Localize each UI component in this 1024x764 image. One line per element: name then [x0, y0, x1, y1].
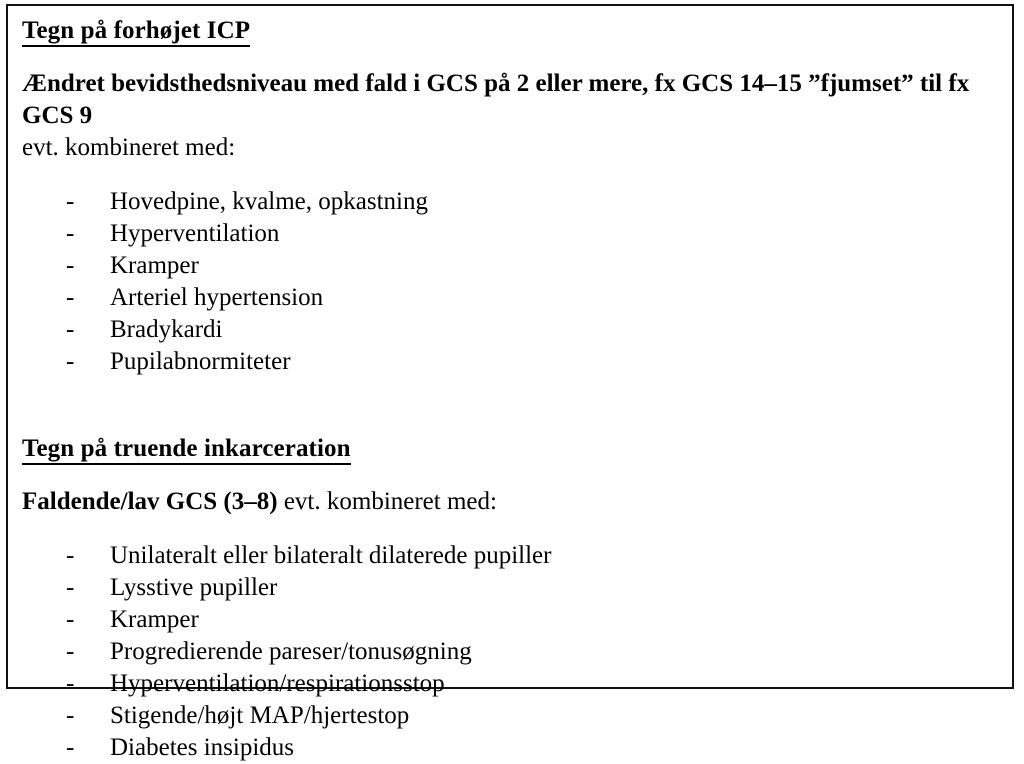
list-item-label: Bradykardi [110, 316, 223, 343]
section-heading-inkarceration [22, 434, 998, 464]
list-item [22, 250, 998, 282]
section-heading-icp-text: Tegn på forhøjet ICP [22, 17, 250, 47]
lead-paragraph-inkarceration [22, 486, 998, 518]
list-item-label: Hyperventilation/respirationsstop [110, 670, 445, 697]
section-heading-inkarceration-text: Tegn på truende inkarceration [22, 435, 351, 465]
spacer-before-list-1 [22, 164, 998, 186]
spacer-after-heading-2 [22, 464, 998, 486]
list-item [22, 314, 998, 346]
list-item [22, 668, 998, 700]
list-item-label: Lysstive pupiller [110, 574, 278, 601]
symptom-list-inkarceration [22, 540, 998, 764]
lead-paragraph-inkarceration-strong: Faldende/lav GCS (3–8) [22, 488, 278, 515]
list-item [22, 540, 998, 572]
list-item [22, 282, 998, 314]
list-item [22, 636, 998, 668]
dash-bullet-icon: - [66, 638, 75, 665]
list-item-label: Hyperventilation [110, 220, 280, 247]
list-item [22, 572, 998, 604]
dash-bullet-icon: - [66, 542, 75, 569]
list-item-label: Progredierende pareser/tonusøgning [110, 638, 472, 665]
list-item-label: Hovedpine, kvalme, opkastning [110, 188, 428, 215]
dash-bullet-icon: - [66, 702, 75, 729]
section-heading-icp [22, 16, 998, 46]
document-body [22, 16, 998, 764]
dash-bullet-icon: - [66, 574, 75, 601]
dash-bullet-icon: - [66, 670, 75, 697]
list-item [22, 700, 998, 732]
dash-bullet-icon: - [66, 606, 75, 633]
symptom-list-icp [22, 186, 998, 378]
lead-paragraph-icp-strong: Ændret bevidsthedsniveau med fald i GCS på 2 eller mere, fx GCS 14–15 ”fjumset” til fx GCS 9 [22, 70, 970, 129]
spacer-between-sections [22, 378, 998, 434]
list-item-label: Unilateralt eller bilateralt dilaterede pupiller [110, 542, 552, 569]
list-item-label: Kramper [110, 606, 199, 633]
lead-paragraph-icp-normal: evt. kombineret med: [22, 134, 236, 161]
list-item [22, 218, 998, 250]
list-item-label: Diabetes insipidus [110, 734, 295, 761]
list-item-label: Arteriel hypertension [110, 284, 324, 311]
dash-bullet-icon: - [66, 220, 75, 247]
lead-paragraph-inkarceration-normal: evt. kombineret med: [277, 488, 497, 515]
list-item [22, 732, 998, 764]
spacer-after-heading-1 [22, 46, 998, 68]
document-frame [6, 4, 1014, 761]
dash-bullet-icon: - [66, 284, 75, 311]
list-item-label: Stigende/højt MAP/hjertestop [110, 702, 410, 729]
list-item [22, 186, 998, 218]
dash-bullet-icon: - [66, 188, 75, 215]
list-item [22, 604, 998, 636]
dash-bullet-icon: - [66, 348, 75, 375]
list-item [22, 346, 998, 378]
dash-bullet-icon: - [66, 734, 75, 761]
list-item-label: Kramper [110, 252, 199, 279]
lead-paragraph-icp [22, 68, 998, 164]
spacer-before-list-2 [22, 518, 998, 540]
dash-bullet-icon: - [66, 316, 75, 343]
dash-bullet-icon: - [66, 252, 75, 279]
list-item-label: Pupilabnormiteter [110, 348, 291, 375]
